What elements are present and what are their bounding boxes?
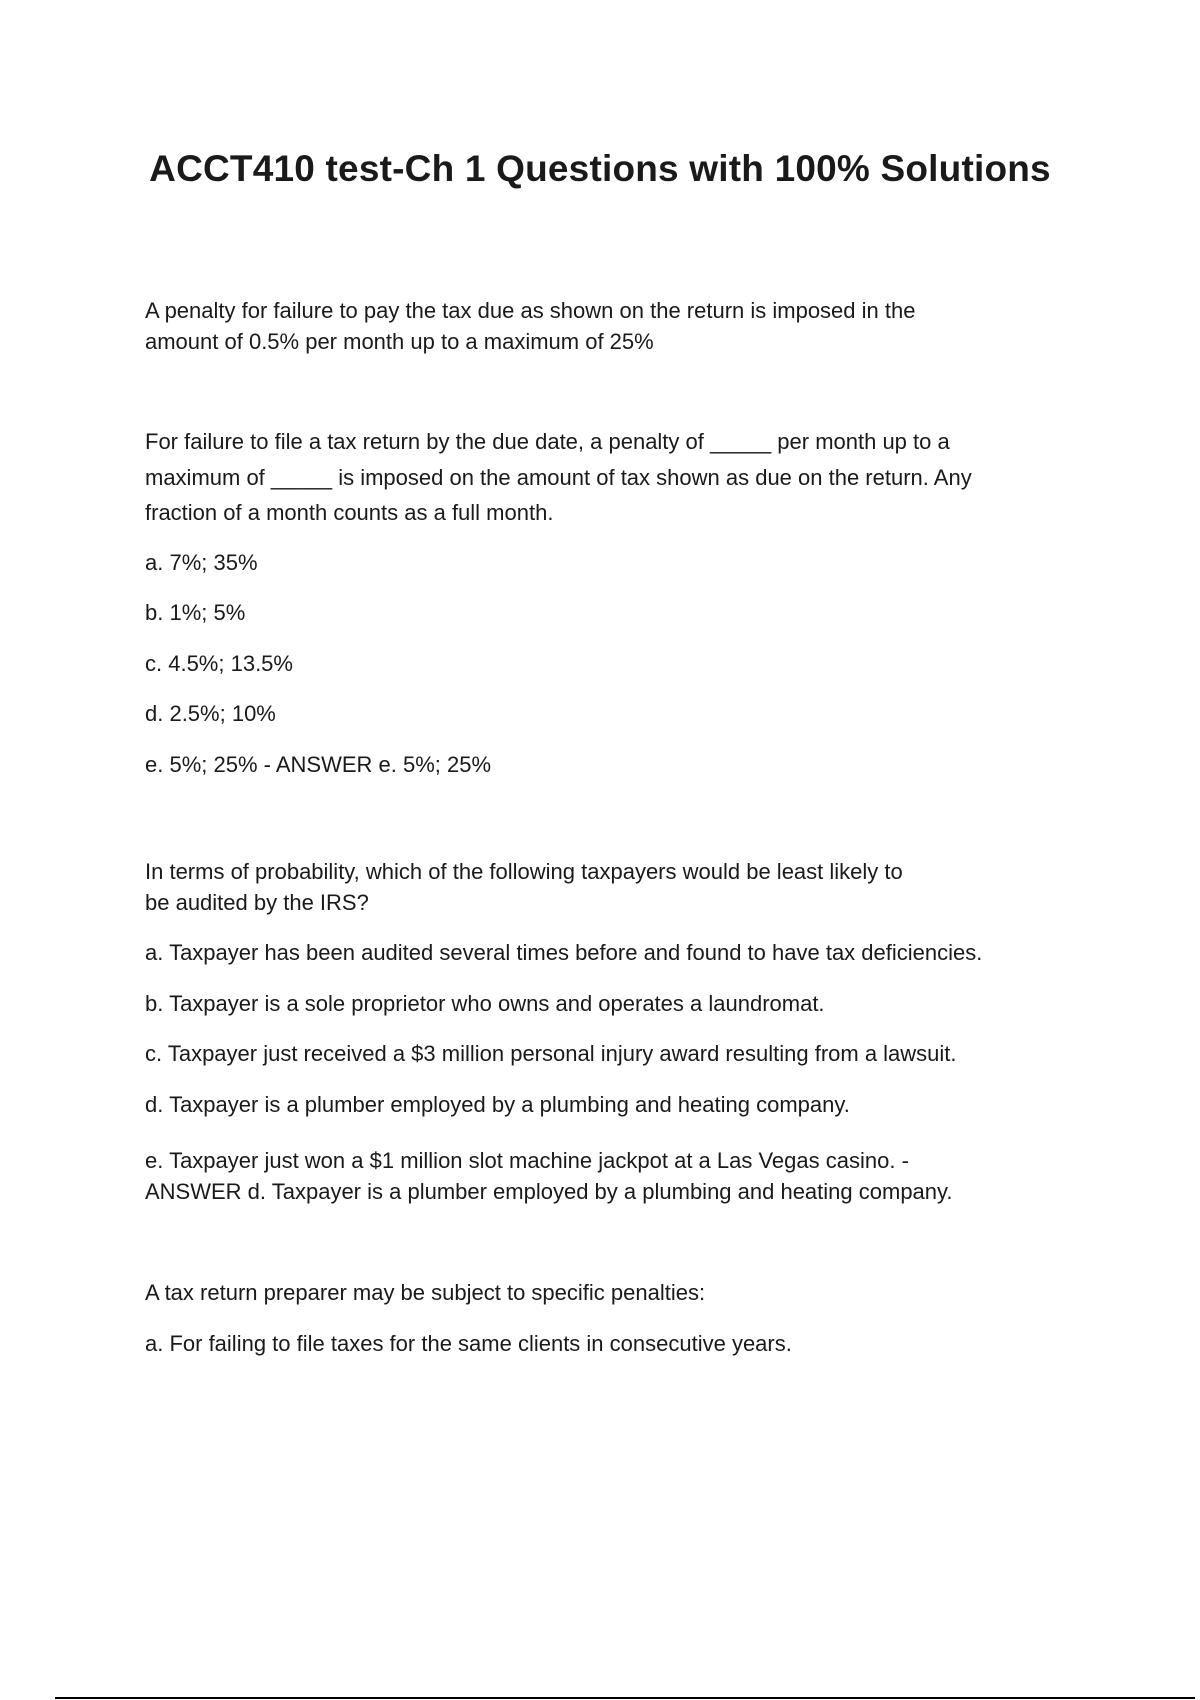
question-3-option-b: b. Taxpayer is a sole proprietor who owns and operates a laundromat. [145,991,825,1016]
question-1-line-2: amount of 0.5% per month up to a maximum of 25% [145,329,654,354]
question-2-line-3: fraction of a month counts as a full month. [145,500,554,525]
question-3-line-1: In terms of probability, which of the following taxpayers would be least likely to [145,859,903,884]
question-2-option-a: a. 7%; 35% [145,550,258,575]
question-3-option-c: c. Taxpayer just received a $3 million personal injury award resulting from a lawsuit. [145,1041,957,1066]
question-2-line-1: For failure to file a tax return by the due date, a penalty of _____ per month up to a [145,429,950,454]
question-3-answer-line: ANSWER d. Taxpayer is a plumber employed by a plumbing and heating company. [145,1179,953,1204]
question-4-line-1: A tax return preparer may be subject to specific penalties: [145,1280,706,1305]
question-1-line-1: A penalty for failure to pay the tax due as shown on the return is imposed in the [145,298,916,323]
question-3-option-d: d. Taxpayer is a plumber employed by a plumbing and heating company. [145,1092,850,1117]
question-4-option-a: a. For failing to file taxes for the same clients in consecutive years. [145,1331,792,1356]
question-2-line-2: maximum of _____ is imposed on the amount of tax shown as due on the return. Any [145,465,972,490]
question-2-option-b: b. 1%; 5% [145,600,246,625]
question-2-option-e-answer: e. 5%; 25% - ANSWER e. 5%; 25% [145,752,492,777]
page-bottom-rule [55,1697,1195,1699]
question-2-option-d: d. 2.5%; 10% [145,701,276,726]
question-3-option-a: a. Taxpayer has been audited several times before and found to have tax deficiencies. [145,940,983,965]
question-2-option-c: c. 4.5%; 13.5% [145,651,293,676]
question-3-line-2: be audited by the IRS? [145,890,369,915]
question-3-option-e-line-1: e. Taxpayer just won a $1 million slot machine jackpot at a Las Vegas casino. - [145,1148,909,1173]
page-title: ACCT410 test-Ch 1 Questions with 100% Solutions [149,148,1051,189]
